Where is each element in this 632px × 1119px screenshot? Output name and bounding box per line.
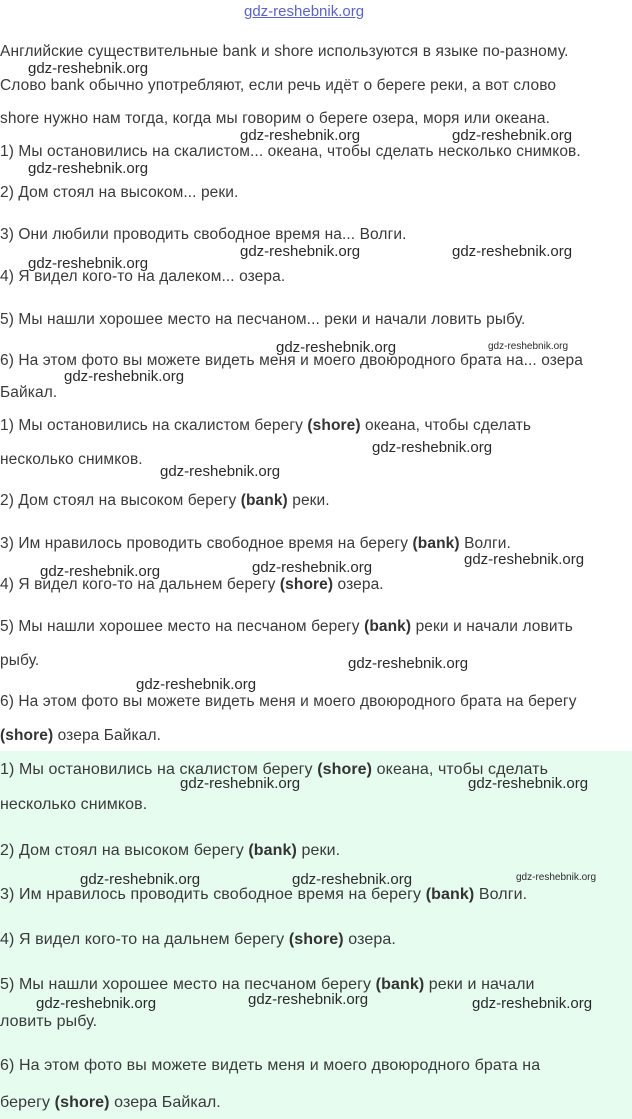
watermark[interactable]: gdz-reshebnik.org (464, 551, 585, 568)
watermark[interactable]: gdz-reshebnik.org (248, 991, 369, 1008)
intro-line-2: Слово bank обычно употребляют, если речь идёт о береге реки, а вот слово (0, 77, 557, 94)
green-answer-2-rest: реки. (296, 842, 341, 859)
answer-6-rest: озера Байкал. (53, 727, 162, 744)
green-answer-4-text: 4) Я видел кого-то на дальнем берегу (0, 931, 289, 948)
green-answer-3-text: 3) Им нравилось проводить свободное время на берегу (0, 886, 426, 903)
green-answer-3-rest: Волги. (474, 886, 528, 903)
intro-line-3: shore нужно нам тогда, когда мы говорим о береге озера, моря или океана. (0, 110, 550, 127)
watermark[interactable]: gdz-reshebnik.org (516, 872, 597, 883)
watermark[interactable]: gdz-reshebnik.org (292, 871, 413, 888)
answer-6-word: (shore) (0, 727, 54, 744)
green-answer-2-word: (bank) (248, 842, 297, 859)
answer-3 (0, 535, 511, 553)
exercise-line-3: 3) Они любили проводить свободное время на... Волги. (0, 226, 407, 243)
green-answer-5-text: 5) Мы нашли хорошее место на песчаном берегу (0, 976, 376, 993)
watermark[interactable]: gdz-reshebnik.org (136, 676, 257, 693)
green-answer-6-rest: озера Байкал. (109, 1094, 221, 1111)
watermark[interactable]: gdz-reshebnik.org (180, 775, 301, 792)
answer-2-word: (bank) (240, 492, 288, 509)
answer-2-rest: реки. (287, 492, 330, 509)
answer-3-text: 3) Им нравилось проводить свободное время на берегу (0, 535, 413, 552)
green-answer-1-text: 1) Мы остановились на скалистом берегу (0, 761, 318, 778)
green-answer-1-rest: океана, чтобы сделать (372, 761, 549, 778)
watermark[interactable]: gdz-reshebnik.org (28, 60, 149, 77)
green-answer-1-cont: несколько снимков. (0, 796, 148, 813)
answer-5-text: 5) Мы нашли хорошее место на песчаном берегу (0, 618, 365, 635)
answer-5-cont: рыбу. (0, 652, 40, 669)
answer-3-rest: Волги. (459, 535, 511, 552)
watermark[interactable]: gdz-reshebnik.org (240, 127, 361, 144)
watermark[interactable]: gdz-reshebnik.org (40, 563, 161, 580)
green-answer-2 (0, 842, 340, 860)
answer-6-cont (0, 727, 161, 745)
watermark[interactable]: gdz-reshebnik.org (452, 127, 573, 144)
green-answer-4 (0, 931, 396, 949)
green-answer-3-word: (bank) (425, 886, 475, 903)
watermark[interactable]: gdz-reshebnik.org (36, 995, 157, 1012)
watermark[interactable]: gdz-reshebnik.org (160, 463, 281, 480)
green-answer-6: 6) На этом фото вы можете видеть меня и моего двоюродного брата на (0, 1057, 541, 1074)
watermark[interactable]: gdz-reshebnik.org (348, 655, 469, 672)
answer-1-word: (shore) (307, 417, 361, 434)
watermark[interactable]: gdz-reshebnik.org (372, 439, 493, 456)
watermark[interactable]: gdz-reshebnik.org (28, 255, 149, 272)
green-answer-5-rest: реки и начали (424, 976, 535, 993)
green-answer-4-word: (shore) (288, 931, 344, 948)
answer-4-rest: озера. (333, 576, 384, 593)
watermark[interactable]: gdz-reshebnik.org (468, 775, 589, 792)
exercise-line-6-cont: Байкал. (0, 384, 58, 401)
answer-3-word: (bank) (412, 535, 460, 552)
watermark[interactable]: gdz-reshebnik.org (276, 339, 397, 356)
answer-4-word: (shore) (279, 576, 334, 593)
watermark-header[interactable]: gdz-reshebnik.org (244, 3, 365, 20)
green-answer-6-word: (shore) (54, 1094, 110, 1111)
watermark[interactable]: gdz-reshebnik.org (80, 871, 201, 888)
watermark[interactable]: gdz-reshebnik.org (252, 559, 373, 576)
watermark[interactable]: gdz-reshebnik.org (64, 368, 185, 385)
answer-4-text: 4) Я видел кого-то на дальнем берегу (0, 576, 280, 593)
answer-5-rest: реки и начали ловить (411, 618, 573, 635)
answer-5-word: (bank) (364, 618, 412, 635)
watermark[interactable]: gdz-reshebnik.org (488, 341, 569, 352)
watermark[interactable]: gdz-reshebnik.org (28, 160, 149, 177)
exercise-line-2: 2) Дом стоял на высоком... реки. (0, 184, 239, 201)
green-answer-3 (0, 886, 527, 904)
watermark[interactable]: gdz-reshebnik.org (472, 995, 593, 1012)
intro-line-1: Английские существительные bank и shore используются в языке по-разному. (0, 43, 569, 60)
answer-2 (0, 492, 330, 510)
green-answer-6-text: берегу (0, 1094, 55, 1111)
answer-1-text: 1) Мы остановились на скалистом берегу (0, 417, 308, 434)
exercise-line-5: 5) Мы нашли хорошее место на песчаном... реки и начали ловить рыбу. (0, 311, 526, 328)
green-answer-2-text: 2) Дом стоял на высоком берегу (0, 842, 249, 859)
green-answer-5-word: (bank) (375, 976, 425, 993)
answer-1-cont: несколько снимков. (0, 451, 143, 468)
exercise-line-4: 4) Я видел кого-то на далеком... озера. (0, 268, 286, 285)
green-answer-1-word: (shore) (317, 761, 373, 778)
exercise-line-1: 1) Мы остановились на скалистом... океана, чтобы сделать несколько снимков. (0, 143, 581, 160)
answer-2-text: 2) Дом стоял на высоком берегу (0, 492, 241, 509)
green-answer-5-cont: ловить рыбу. (0, 1013, 98, 1030)
answer-block-highlighted (0, 751, 632, 1119)
green-answer-4-rest: озера. (343, 931, 396, 948)
watermark[interactable]: gdz-reshebnik.org (452, 243, 573, 260)
answer-1-rest: океана, чтобы сделать (360, 417, 532, 434)
answer-5 (0, 618, 573, 636)
green-answer-6-cont (0, 1094, 221, 1112)
answer-6: 6) На этом фото вы можете видеть меня и моего двоюродного брата на берегу (0, 693, 577, 710)
answer-1 (0, 417, 531, 435)
exercise-line-6: 6) На этом фото вы можете видеть меня и моего двоюродного брата на... озера (0, 352, 583, 369)
watermark[interactable]: gdz-reshebnik.org (240, 243, 361, 260)
